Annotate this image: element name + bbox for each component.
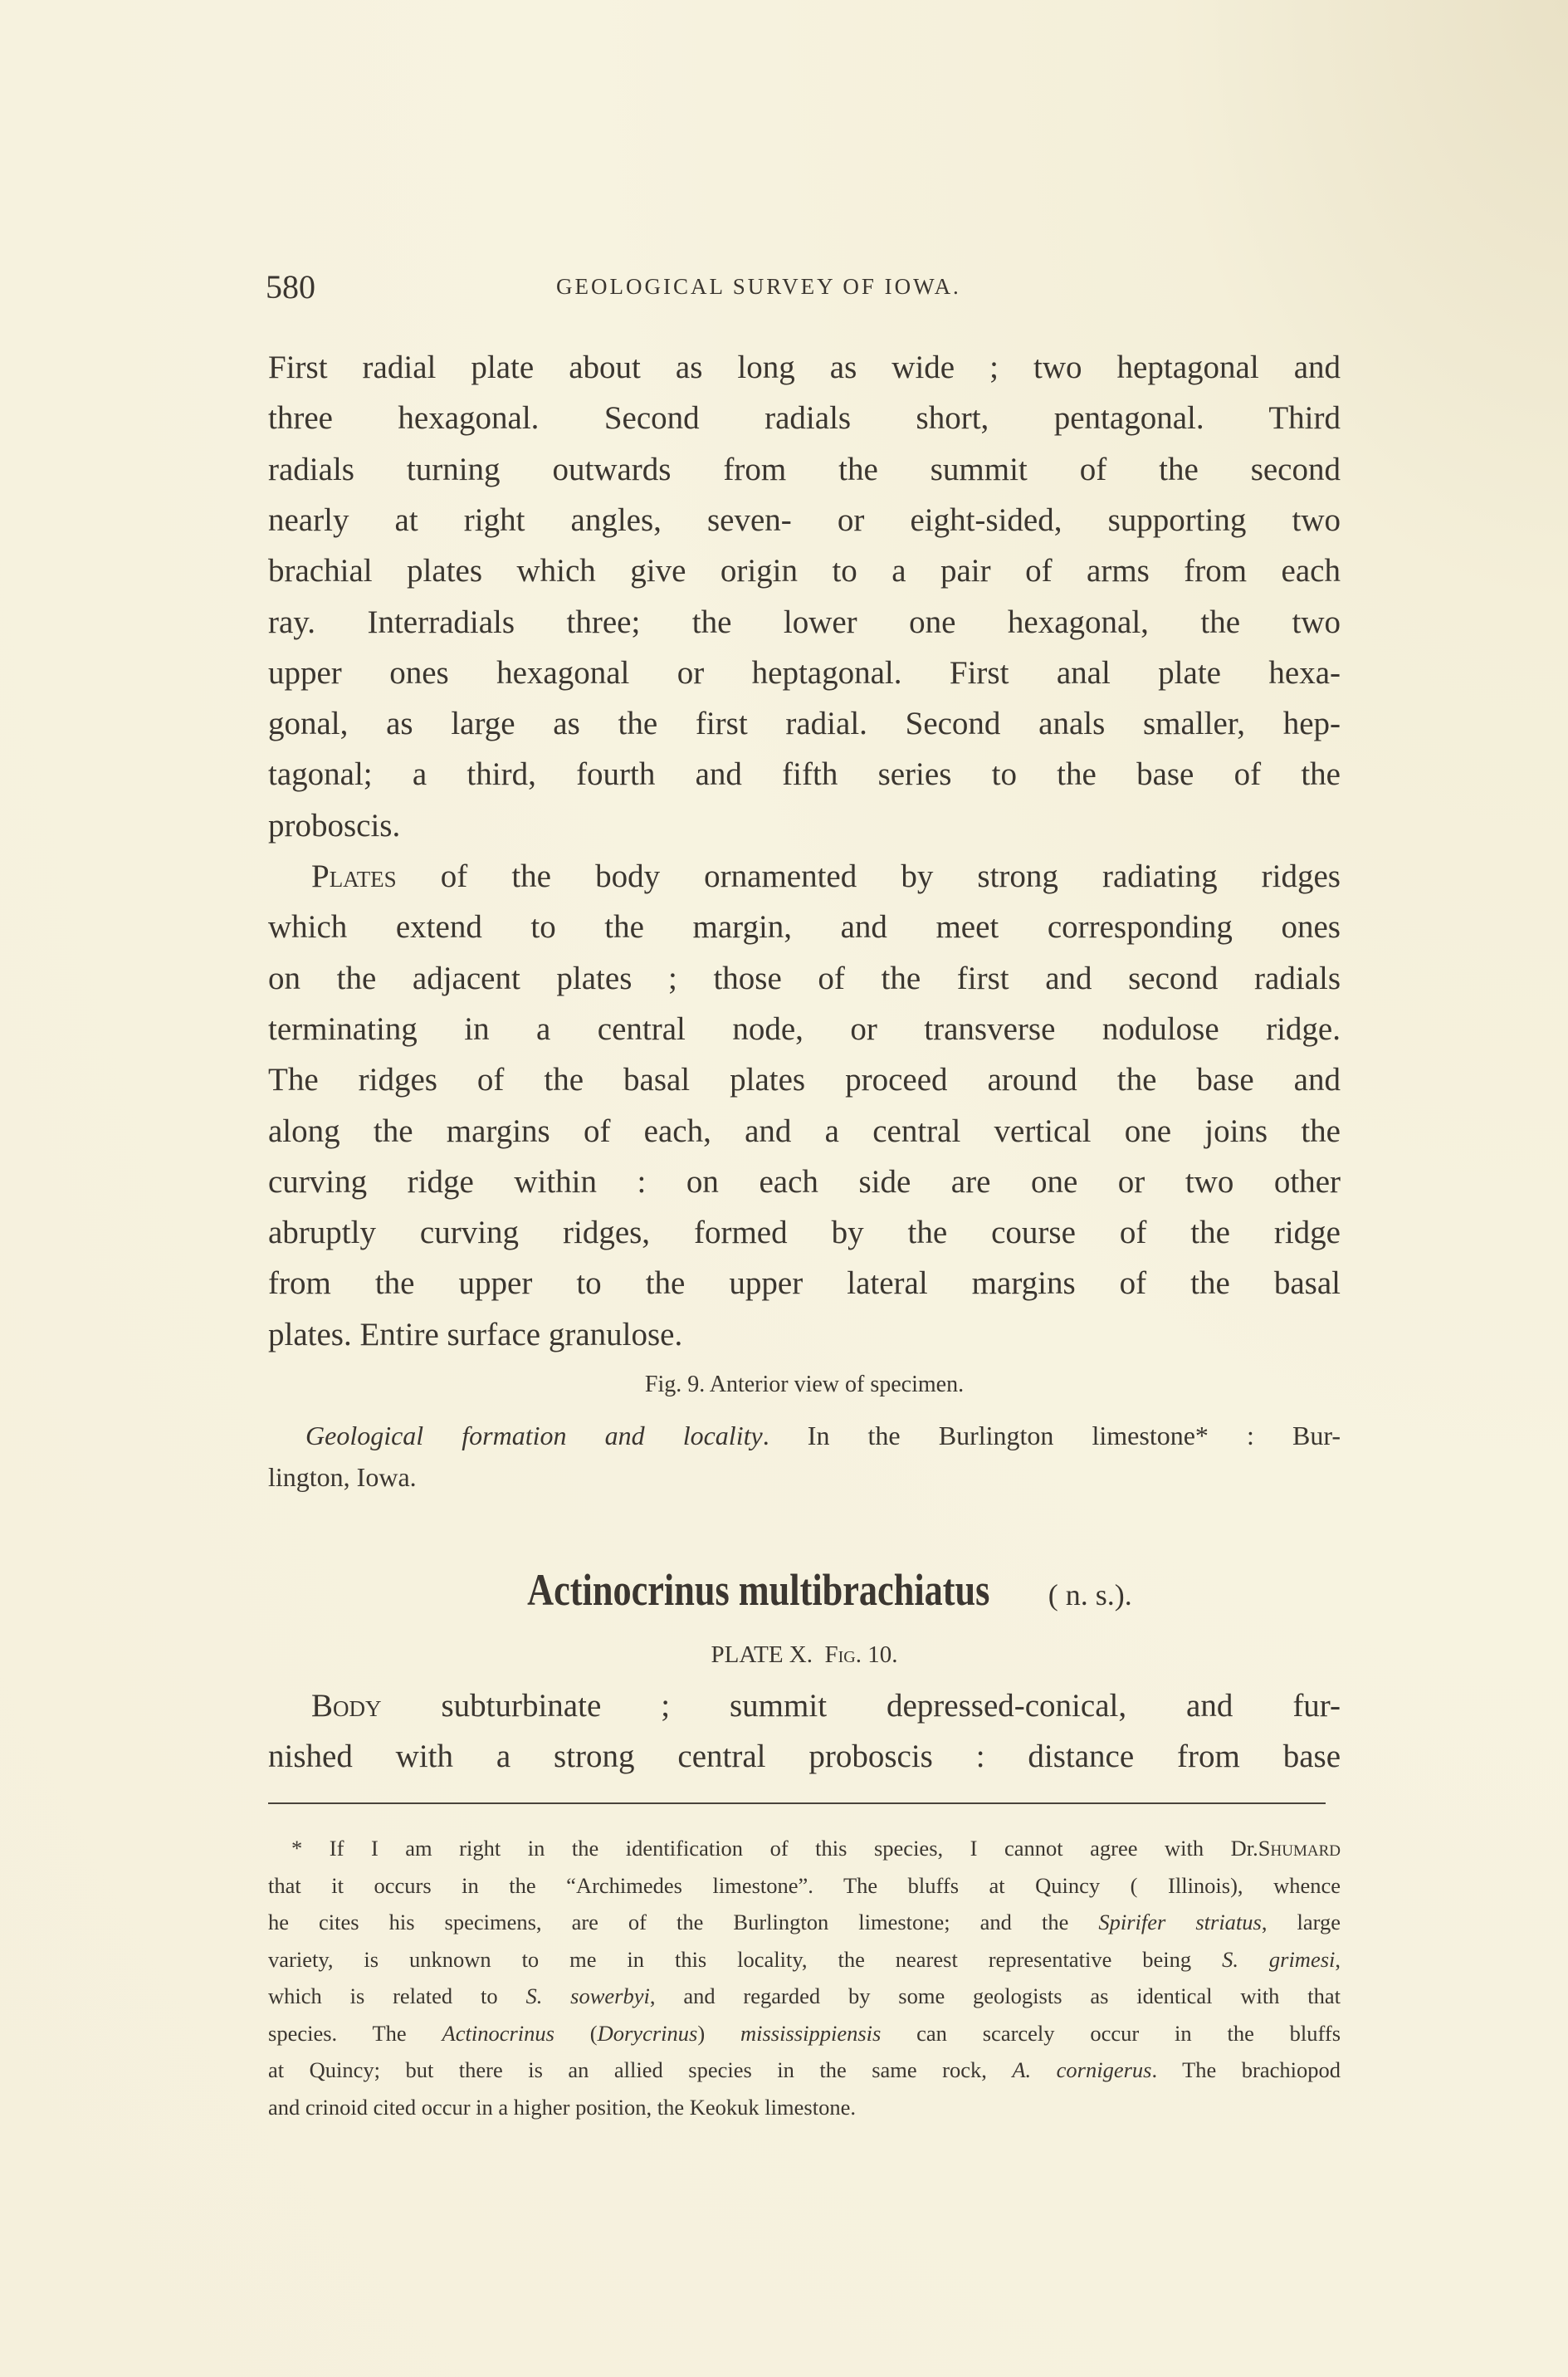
text-segment: which extend to the margin, and meet corresponding ones [268, 909, 1341, 946]
footnote-divider [268, 1802, 1326, 1804]
text-line [291, 1830, 1341, 1866]
text-segment: subturbinate ; summit depressed-conical, and fur- [381, 1688, 1341, 1724]
italic-text: Geological formation and locality [305, 1421, 763, 1450]
text-segment: nearly at right angles, seven- or eight-sided, supporting two [268, 501, 1341, 538]
text-segment: . In the Burlington limestone* : Bur- [762, 1421, 1341, 1450]
text-line [268, 749, 1341, 800]
text-line [268, 342, 1341, 393]
text-segment: nished with a strong central proboscis : distance from base [268, 1739, 1341, 1774]
text-line [268, 1106, 1341, 1157]
small-caps-text: Body [311, 1688, 382, 1724]
text-segment: of the body ornamented by strong radiating ridges [396, 858, 1341, 894]
italic-text: Dorycrinus [597, 2020, 698, 2046]
text-segment: First radial plate about as long as wide ; two heptagonal and [268, 350, 1341, 385]
text-line [268, 444, 1341, 495]
italic-text: mississippiensis [740, 2020, 882, 2046]
text-line [268, 1941, 1341, 1978]
text-line [268, 1731, 1341, 1782]
text-segment: which is related to [268, 1983, 526, 2008]
text-segment: proboscis. [268, 807, 401, 844]
text-segment: radials turning outwards from the summit of the second [268, 451, 1341, 487]
text-line [268, 545, 1341, 596]
species-name: Actinocrinus multibrachiatus [527, 1565, 990, 1615]
italic-text: S. sowerbyi [525, 1983, 650, 2008]
text-segment: from the upper to the upper lateral margins of the basal [268, 1265, 1341, 1302]
text-segment: ) [697, 2020, 740, 2046]
text-segment: ( [554, 2020, 598, 2046]
text-segment: that it occurs in the “Archimedes limestone”. The bluffs at Quincy ( Illinois), whence [268, 1872, 1341, 1898]
italic-text: S. grimesi [1222, 1946, 1336, 1972]
text-segment: * If I am right in the identification of this species, I cannot agree with Dr. [291, 1836, 1258, 1861]
text-line [311, 851, 1341, 902]
italic-text: Actinocrinus [442, 2020, 554, 2046]
text-segment: terminating in a central node, or transverse nodulose ridge. [268, 1010, 1341, 1047]
text-segment: three hexagonal. Second radials short, pentagonal. Third [268, 400, 1341, 437]
text-segment: . The brachiopod [1151, 2057, 1341, 2082]
text-segment: on the adjacent plates ; those of the first and second radials [268, 960, 1341, 996]
text-segment: abruptly curving ridges, formed by the course of the ridge [268, 1215, 1341, 1251]
text-line [268, 2015, 1341, 2052]
text-line [268, 902, 1341, 952]
running-title: GEOLOGICAL SURVEY OF IOWA. [556, 274, 961, 299]
text-line [268, 1207, 1341, 1258]
species-status: ( n. s.). [1040, 1578, 1132, 1612]
text-segment: variety, is unknown to me in this locality, the nearest representative being [268, 1946, 1223, 1972]
text-line [268, 1309, 1341, 1360]
text-line [268, 648, 1341, 698]
text-line [268, 495, 1341, 545]
text-line [268, 800, 1341, 851]
small-caps-text: Plates [311, 858, 397, 894]
plate-label: PLATE X. [711, 1641, 813, 1668]
text-line [268, 2052, 1341, 2088]
text-segment: brachial plates which give origin to a pair of arms from each [268, 553, 1341, 589]
plate-reference [268, 1636, 1341, 1674]
text-line [268, 1867, 1341, 1904]
text-line [305, 1416, 1341, 1455]
text-segment: plates. Entire surface granulose. [268, 1316, 683, 1352]
text-segment: upper ones hexagonal or heptagonal. First anal plate hexa- [268, 654, 1341, 691]
text-line [268, 698, 1341, 749]
species-heading [268, 1561, 1341, 1619]
text-segment: can scarcely occur in the bluffs [881, 2020, 1341, 2046]
text-segment: , large [1261, 1910, 1341, 1934]
text-line [268, 1904, 1341, 1940]
text-segment: at Quincy; but there is an allied species in the same rock, [268, 2057, 1013, 2082]
small-caps-text: Shumard [1258, 1836, 1341, 1861]
text-segment: along the margins of each, and a central vertical one joins the [268, 1113, 1341, 1149]
text-line [311, 1680, 1341, 1731]
text-line [268, 2089, 1341, 2125]
text-line [268, 1457, 1341, 1497]
text-segment: and crinoid cited occur in a higher position, the Keokuk limestone. [268, 2094, 856, 2120]
text-segment: he cites his specimens, are of the Burlington limestone; and the [268, 1910, 1099, 1934]
figure-caption: Fig. 9. Anterior view of specimen. [644, 1372, 965, 1397]
italic-text: Spirifer striatus [1098, 1910, 1262, 1934]
text-line [268, 597, 1341, 648]
text-segment: lington, Iowa. [268, 1462, 417, 1492]
text-segment: , and regarded by some geologists as identical with that [649, 1983, 1341, 2008]
text-line [268, 1978, 1341, 2014]
text-line [268, 1004, 1341, 1054]
text-line [268, 953, 1341, 1004]
text-line [268, 1157, 1341, 1207]
italic-text: A. cornigerus [1012, 2057, 1152, 2082]
text-segment: The ridges of the basal plates proceed around the base and [268, 1062, 1341, 1098]
text-segment: curving ridge within : on each side are one or two other [268, 1163, 1341, 1200]
figure-label: Fig. 10. [824, 1641, 898, 1668]
text-line [268, 1054, 1341, 1105]
text-segment: tagonal; a third, fourth and fifth series to the base of the [268, 756, 1341, 793]
text-segment: , [1335, 1946, 1341, 1972]
text-segment: species. The [268, 2020, 442, 2046]
page-number: 580 [266, 268, 315, 306]
text-segment: gonal, as large as the first radial. Second anals smaller, hep- [268, 706, 1341, 742]
text-line [268, 1258, 1341, 1308]
text-line [268, 393, 1341, 443]
text-segment: ray. Interradials three; the lower one hexagonal, the two [268, 604, 1341, 640]
